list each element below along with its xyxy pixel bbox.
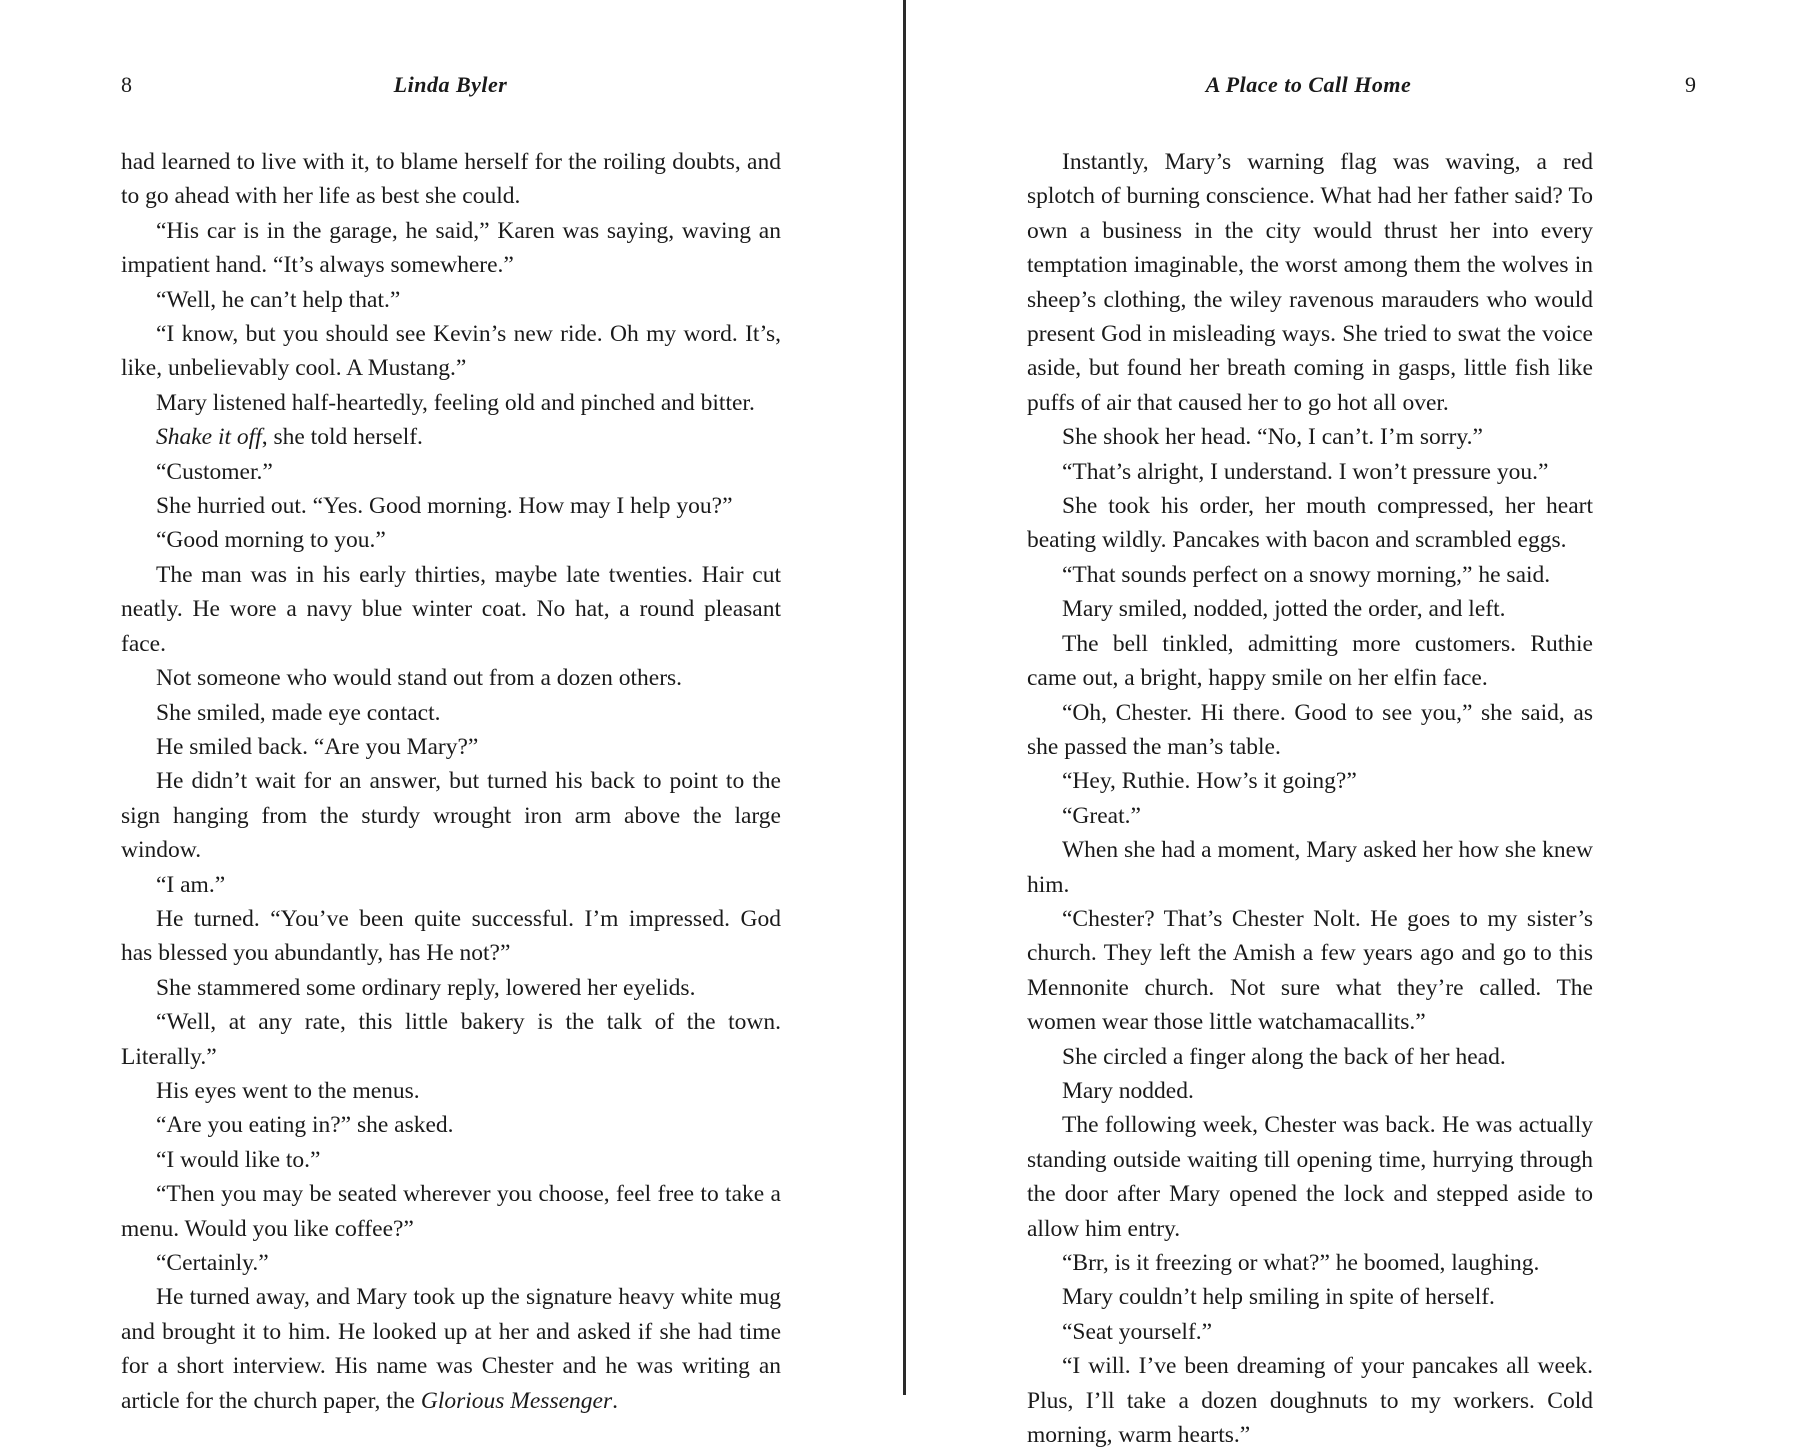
paragraph: She shook her head. “No, I can’t. I’m sorry.” <box>1062 424 1483 451</box>
paragraph: His eyes went to the menus. <box>156 1077 420 1104</box>
italic-text: Shake it off <box>156 424 262 451</box>
author-name: Linda Byler <box>393 72 508 97</box>
right-page <box>906 0 1807 1449</box>
paragraph: “Brr, is it freezing or what?” he boomed, laughing. <box>1062 1250 1540 1276</box>
paragraph: “I will. I’ve been dreaming of your pancakes all week. Plus, I’ll take a dozen doughnuts to my workers. Cold morning, warm hearts.” <box>1027 1353 1593 1449</box>
running-head-author <box>121 68 780 102</box>
paragraph: Mary listened half-heartedly, feeling old and pinched and bitter. <box>156 389 755 416</box>
italic-title: Glorious Messenger <box>420 1387 613 1414</box>
page-number: 9 <box>1685 72 1696 97</box>
paragraph: “Oh, Chester. Hi there. Good to see you,” she said, as she passed the man’s table. <box>1027 699 1593 760</box>
paragraph: She smiled, made eye contact. <box>156 699 441 726</box>
paragraph: “I know, but you should see Kevin’s new ride. Oh my word. It’s, like, unbelievably cool. A Mustang.” <box>121 321 781 382</box>
paragraph: She circled a finger along the back of her head. <box>1062 1043 1506 1070</box>
paragraph: “Chester? That’s Chester Nolt. He goes to my sister’s church. They left the Amish a few years ago and go to this Mennonite church. Not sure what they’re called. The women wear those little watchamacallits.” <box>1027 905 1593 1036</box>
paragraph: The bell tinkled, admitting more customers. Ruthie came out, a bright, happy smile on her elfin face. <box>1027 630 1593 692</box>
paragraph: “Seat yourself.” <box>1062 1318 1213 1345</box>
paragraph: She stammered some ordinary reply, lowered her eyelids. <box>156 974 696 1001</box>
running-head-title <box>1027 68 1590 102</box>
paragraph-end: . <box>612 1387 618 1414</box>
paragraph: Mary nodded. <box>1062 1077 1194 1104</box>
page-number: 8 <box>121 72 132 97</box>
paragraph <box>121 420 781 454</box>
paragraph: “I would like to.” <box>156 1146 321 1173</box>
paragraph-text: He turned away, and Mary took up the signature heavy white mug and brought it to him. He looked up at her and asked if she had time for a short interview. His name was Chester and he was writing an article for the church paper, the <box>121 1284 781 1414</box>
paragraph: “Well, at any rate, this little bakery is the talk of the town. Literally.” <box>121 1009 781 1070</box>
paragraph: The following week, Chester was back. He was actually standing outside waiting till opening time, hurrying through the door after Mary opened the lock and stepped aside to allow him entry. <box>1027 1112 1593 1242</box>
body-text <box>1027 145 1593 1452</box>
paragraph <box>121 1280 781 1418</box>
paragraph: When she had a moment, Mary asked her how she knew him. <box>1027 837 1593 898</box>
paragraph: “Customer.” <box>156 458 273 485</box>
paragraph: She hurried out. “Yes. Good morning. How may I help you?” <box>156 493 733 520</box>
paragraph: “Great.” <box>1062 802 1141 829</box>
paragraph: “Then you may be seated wherever you choose, feel free to take a menu. Would you like coffee?” <box>121 1181 781 1242</box>
paragraph: Mary couldn’t help smiling in spite of herself. <box>1062 1284 1495 1311</box>
paragraph: “Good morning to you.” <box>156 527 386 554</box>
left-page <box>0 0 904 1414</box>
paragraph: She took his order, her mouth compressed, her heart beating wildly. Pancakes with bacon and scrambled eggs. <box>1027 493 1593 554</box>
paragraph: “Certainly.” <box>156 1250 269 1276</box>
paragraph: The man was in his early thirties, maybe late twenties. Hair cut neatly. He wore a navy blue winter coat. No hat, a round pleasant face. <box>121 561 781 657</box>
paragraph: “That sounds perfect on a snowy morning,” he said. <box>1062 561 1551 588</box>
paragraph: Instantly, Mary’s warning flag was waving, a red splotch of burning conscience. What had her father said? To own a business in the city would thrust her into every temptation imaginable, the worst among them the wolves in sheep’s clothing, the wiley ravenous marauders who would present God in misleading ways. She tried to swat the voice aside, but found her breath coming in gasps, little fish like puffs of air that caused her to go hot all over. <box>1027 149 1593 416</box>
paragraph: “That’s alright, I understand. I won’t pressure you.” <box>1062 458 1549 485</box>
paragraph: “Hey, Ruthie. How’s it going?” <box>1062 768 1357 795</box>
book-title: A Place to Call Home <box>1205 72 1412 97</box>
paragraph: “Are you eating in?” she asked. <box>156 1112 454 1139</box>
paragraph: Not someone who would stand out from a dozen others. <box>156 665 683 692</box>
paragraph: Mary smiled, nodded, jotted the order, and left. <box>1062 596 1506 623</box>
paragraph-text: , she told herself. <box>261 424 423 451</box>
paragraph: He didn’t wait for an answer, but turned his back to point to the sign hanging from the sturdy wrought iron arm above the large window. <box>121 768 781 864</box>
paragraph: “His car is in the garage, he said,” Karen was saying, waving an impatient hand. “It’s always somewhere.” <box>121 217 781 279</box>
paragraph: He turned. “You’ve been quite successful. I’m impressed. God has blessed you abundantly, has He not?” <box>121 905 781 967</box>
paragraph: had learned to live with it, to blame herself for the roiling doubts, and to go ahead with her life as best she could. <box>121 149 781 210</box>
body-text <box>121 145 781 1418</box>
paragraph: He smiled back. “Are you Mary?” <box>156 733 479 760</box>
paragraph: “I am.” <box>156 871 226 898</box>
paragraph: “Well, he can’t help that.” <box>156 286 401 313</box>
